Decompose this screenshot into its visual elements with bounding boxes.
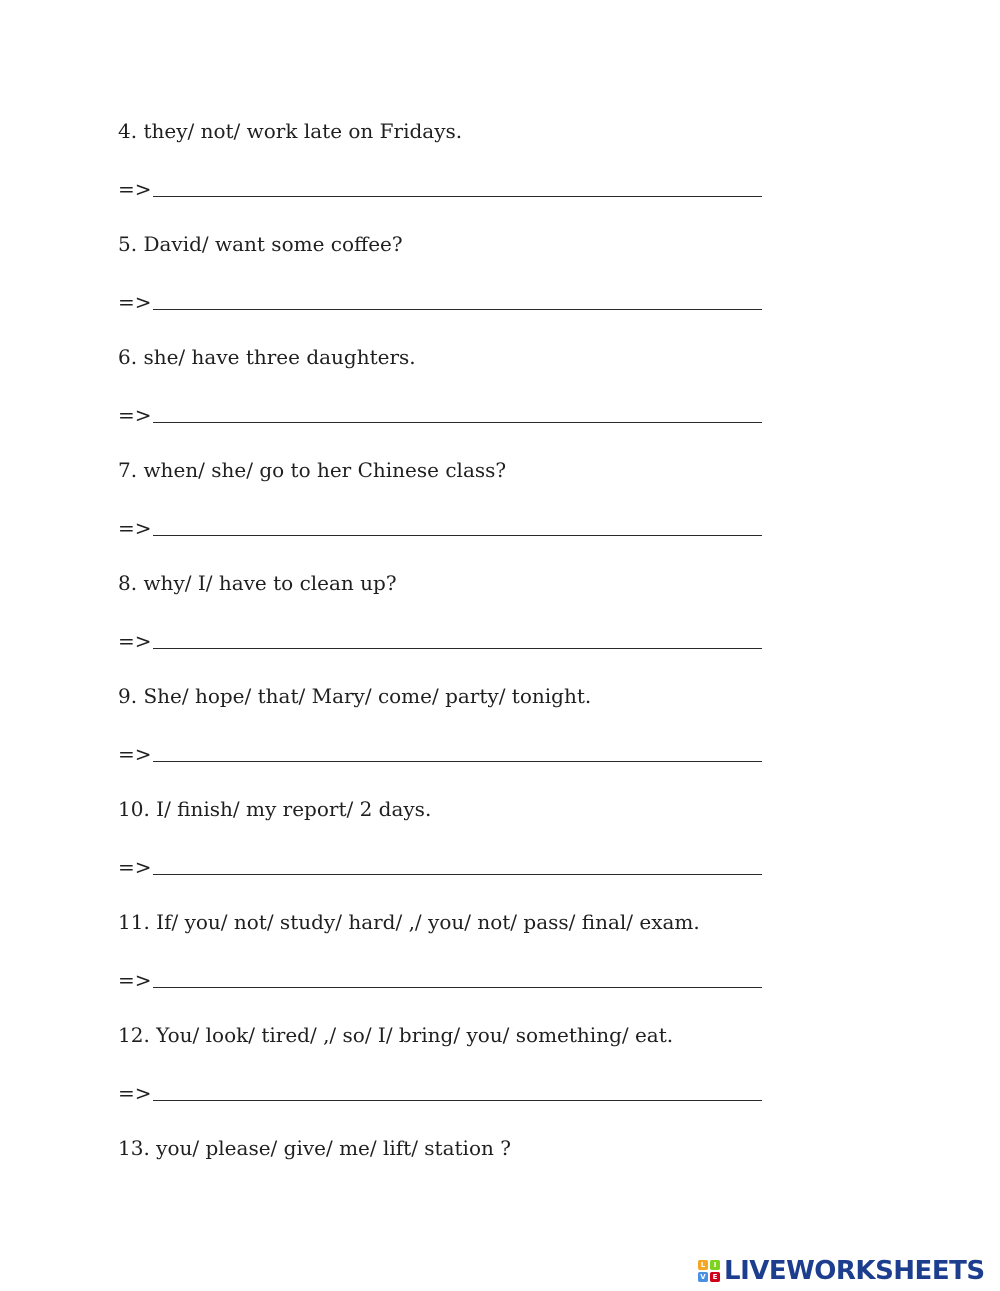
exercise-item	[118, 345, 762, 427]
exercise-item	[118, 571, 762, 653]
answer-arrow: =>	[118, 629, 152, 653]
answer-arrow: =>	[118, 516, 152, 540]
exercise-prompt: 8. why/ I/ have to clean up?	[118, 571, 397, 595]
answer-arrow: =>	[118, 968, 152, 992]
exercise-item	[118, 232, 762, 314]
answer-blank[interactable]	[153, 309, 762, 310]
logo-mark-cell: I	[710, 1260, 720, 1270]
answer-arrow: =>	[118, 177, 152, 201]
exercise-prompt: 11. If/ you/ not/ study/ hard/ ,/ you/ not/ pass/ final/ exam.	[118, 910, 700, 934]
exercise-prompt: 9. She/ hope/ that/ Mary/ come/ party/ tonight.	[118, 684, 592, 708]
answer-row[interactable]	[118, 288, 762, 314]
exercise-prompt: 7. when/ she/ go to her Chinese class?	[118, 458, 507, 482]
exercise-prompt: 10. I/ finish/ my report/ 2 days.	[118, 797, 432, 821]
logo-mark-cell: E	[710, 1272, 720, 1282]
logo-mark-cell: L	[698, 1260, 708, 1270]
answer-blank[interactable]	[153, 648, 762, 649]
logo-text: LIVEWORKSHEETS	[724, 1256, 985, 1286]
answer-row[interactable]	[118, 514, 762, 540]
exercise-prompt: 13. you/ please/ give/ me/ lift/ station ?	[118, 1136, 511, 1160]
answer-blank[interactable]	[153, 422, 762, 423]
answer-blank[interactable]	[153, 196, 762, 197]
answer-arrow: =>	[118, 855, 152, 879]
answer-arrow: =>	[118, 742, 152, 766]
answer-row[interactable]	[118, 627, 762, 653]
exercise-prompt: 4. they/ not/ work late on Fridays.	[118, 119, 463, 143]
liveworksheets-logo	[698, 1257, 985, 1285]
answer-blank[interactable]	[153, 987, 762, 988]
answer-arrow: =>	[118, 1081, 152, 1105]
exercise-item	[118, 119, 762, 201]
exercise-item	[118, 684, 762, 766]
answer-blank[interactable]	[153, 1100, 762, 1101]
answer-blank[interactable]	[153, 874, 762, 875]
answer-row[interactable]	[118, 740, 762, 766]
answer-arrow: =>	[118, 290, 152, 314]
exercise-item	[118, 910, 762, 992]
answer-row[interactable]	[118, 966, 762, 992]
exercise-item	[118, 1023, 762, 1105]
answer-blank[interactable]	[153, 761, 762, 762]
exercise-item	[118, 1136, 762, 1160]
logo-mark-icon	[698, 1260, 720, 1282]
exercise-item	[118, 458, 762, 540]
exercise-prompt: 5. David/ want some coffee?	[118, 232, 403, 256]
answer-arrow: =>	[118, 403, 152, 427]
exercise-item	[118, 797, 762, 879]
exercise-prompt: 6. she/ have three daughters.	[118, 345, 416, 369]
answer-row[interactable]	[118, 175, 762, 201]
answer-row[interactable]	[118, 401, 762, 427]
answer-row[interactable]	[118, 853, 762, 879]
logo-mark-cell: V	[698, 1272, 708, 1282]
answer-row[interactable]	[118, 1079, 762, 1105]
answer-blank[interactable]	[153, 535, 762, 536]
exercise-prompt: 12. You/ look/ tired/ ,/ so/ I/ bring/ you/ something/ eat.	[118, 1023, 674, 1047]
